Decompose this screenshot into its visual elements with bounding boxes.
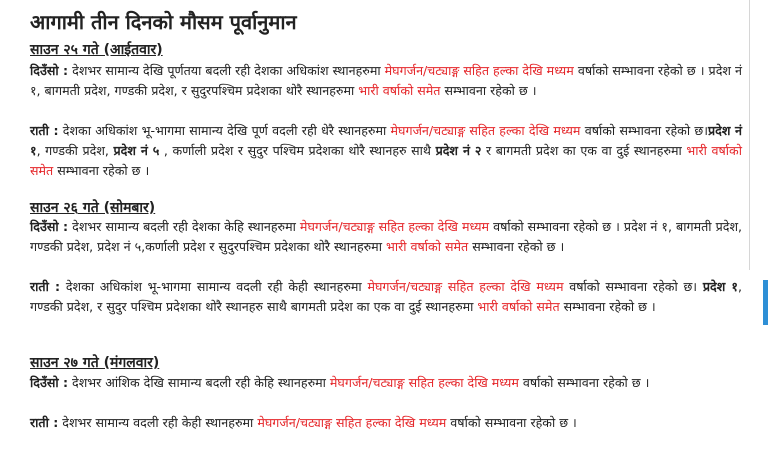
thunder-highlight: मेघगर्जन/चट्याङ्ग सहित हल्का देखि मध्यम	[390, 123, 581, 138]
day3-daytime-paragraph	[30, 373, 742, 393]
forecast-text: , कर्णाली प्रदेश र सुदुर पश्चिम प्रदेशका थोरै स्थानहरु साथै	[159, 143, 436, 158]
thunder-highlight: मेघगर्जन/चट्याङ्ग सहित हल्का देखि मध्यम	[384, 63, 574, 78]
forecast-text: वर्षाको सम्भावना रहेको छ । प्रदेश नं १, बागमती प्रदेश, गण्डकी प्रदेश, प्रदेश नं ५,कर्णाली प्रदेश र सुदुरपश्चिम प्रदेशका थोरै स्थानहरुमा	[30, 219, 743, 254]
forecast-text: देशभर सामान्य बदली रही देशका केहि स्थानहरुमा	[68, 219, 300, 234]
daytime-label: दिउँसो :	[30, 63, 69, 78]
heavy-rain-highlight: भारी वर्षाको समेत	[385, 239, 469, 254]
forecast-text: सम्भावना रहेको छ ।	[440, 83, 537, 98]
day3-night-paragraph	[30, 413, 742, 433]
forecast-text: वर्षाको सम्भावना रहेको छ । प्रदेश नं १, बागमती प्रदेश, गण्डकी प्रदेश, र सुदुरपश्चिम प्रदेशका थोरै स्थानहरुमा	[30, 63, 742, 98]
daytime-label: दिउँसो :	[30, 219, 69, 234]
forecast-text: सम्भावना रहेको छ ।	[559, 299, 656, 314]
day-heading-25: साउन २५ गते (आईतवार)	[30, 42, 163, 58]
page-edge-divider	[749, 0, 750, 270]
forecast-text: वर्षाको सम्भावना रहेको छ।	[580, 123, 708, 138]
forecast-text: , गण्डकी प्रदेश,	[36, 143, 114, 158]
side-scroll-tab[interactable]	[763, 280, 768, 325]
province-bold: प्रदेश नं १	[30, 123, 743, 158]
forecast-text: देशका अधिकांश भू-भागमा सामान्य देखि पूर्ण वदली रही धेरै स्थानहरुमा	[58, 123, 391, 138]
forecast-text: वर्षाको सम्भावना रहेको छ ।	[518, 375, 650, 390]
province-bold: प्रदेश नं २	[435, 143, 482, 158]
forecast-text: देशका अधिकांश भू-भागमा सामान्य वदली रही केही स्थानहरुमा	[60, 279, 368, 294]
daytime-label: दिउँसो :	[30, 375, 69, 390]
night-label: राती :	[30, 279, 61, 294]
forecast-text: सम्भावना रहेको छ ।	[53, 163, 150, 178]
heavy-rain-highlight: भारी वर्षाको समेत	[477, 299, 560, 314]
night-label: राती :	[30, 123, 59, 138]
forecast-text: देशभर सामान्य वदली रही केही स्थानहरुमा	[58, 415, 258, 430]
day-heading-27: साउन २७ गते (मंगलवार)	[30, 355, 160, 371]
forecast-text: देशभर सामान्य देखि पूर्णतया बदली रही देशका अधिकांश स्थानहरुमा	[68, 63, 385, 78]
day1-night-paragraph	[30, 121, 742, 181]
thunder-highlight: मेघगर्जन/चट्याङ्ग सहित हल्का देखि मध्यम	[257, 415, 447, 430]
forecast-text: देशभर आंशिक देखि सामान्य बदली रही केहि स्थानहरुमा	[68, 375, 330, 390]
heavy-rain-highlight: भारी वर्षाको समेत	[30, 143, 742, 178]
thunder-highlight: मेघगर्जन/चट्याङ्ग सहित हल्का देखि मध्यम	[299, 219, 490, 234]
night-label: राती :	[30, 415, 59, 430]
forecast-text: र बागमती प्रदेश का एक वा दुई स्थानहरुमा	[481, 143, 687, 158]
forecast-text: सम्भावना रहेको छ ।	[468, 239, 565, 254]
day1-daytime-paragraph	[30, 61, 742, 101]
thunder-highlight: मेघगर्जन/चट्याङ्ग सहित हल्का देखि मध्यम	[329, 375, 519, 390]
page-title: आगामी तीन दिनको मौसम पूर्वानुमान	[30, 10, 297, 34]
province-bold: प्रदेश नं ५	[113, 143, 160, 158]
province-bold: प्रदेश १	[702, 279, 738, 294]
day2-daytime-paragraph	[30, 217, 742, 257]
thunder-highlight: मेघगर्जन/चट्याङ्ग सहित हल्का देखि मध्यम	[367, 279, 564, 294]
forecast-text: वर्षाको सम्भावना रहेको छ।	[563, 279, 703, 294]
heavy-rain-highlight: भारी वर्षाको समेत	[358, 83, 441, 98]
day-heading-26: साउन २६ गते (सोमबार)	[30, 200, 156, 216]
forecast-text: , गण्डकी प्रदेश, र सुदुर पश्चिम प्रदेशका थोरै स्थानहरु साथै बागमती प्रदेश का एक वा दुई स्थानहरुमा	[30, 279, 742, 314]
forecast-text: वर्षाको सम्भावना रहेको छ ।	[446, 415, 577, 430]
day2-night-paragraph	[30, 277, 742, 317]
